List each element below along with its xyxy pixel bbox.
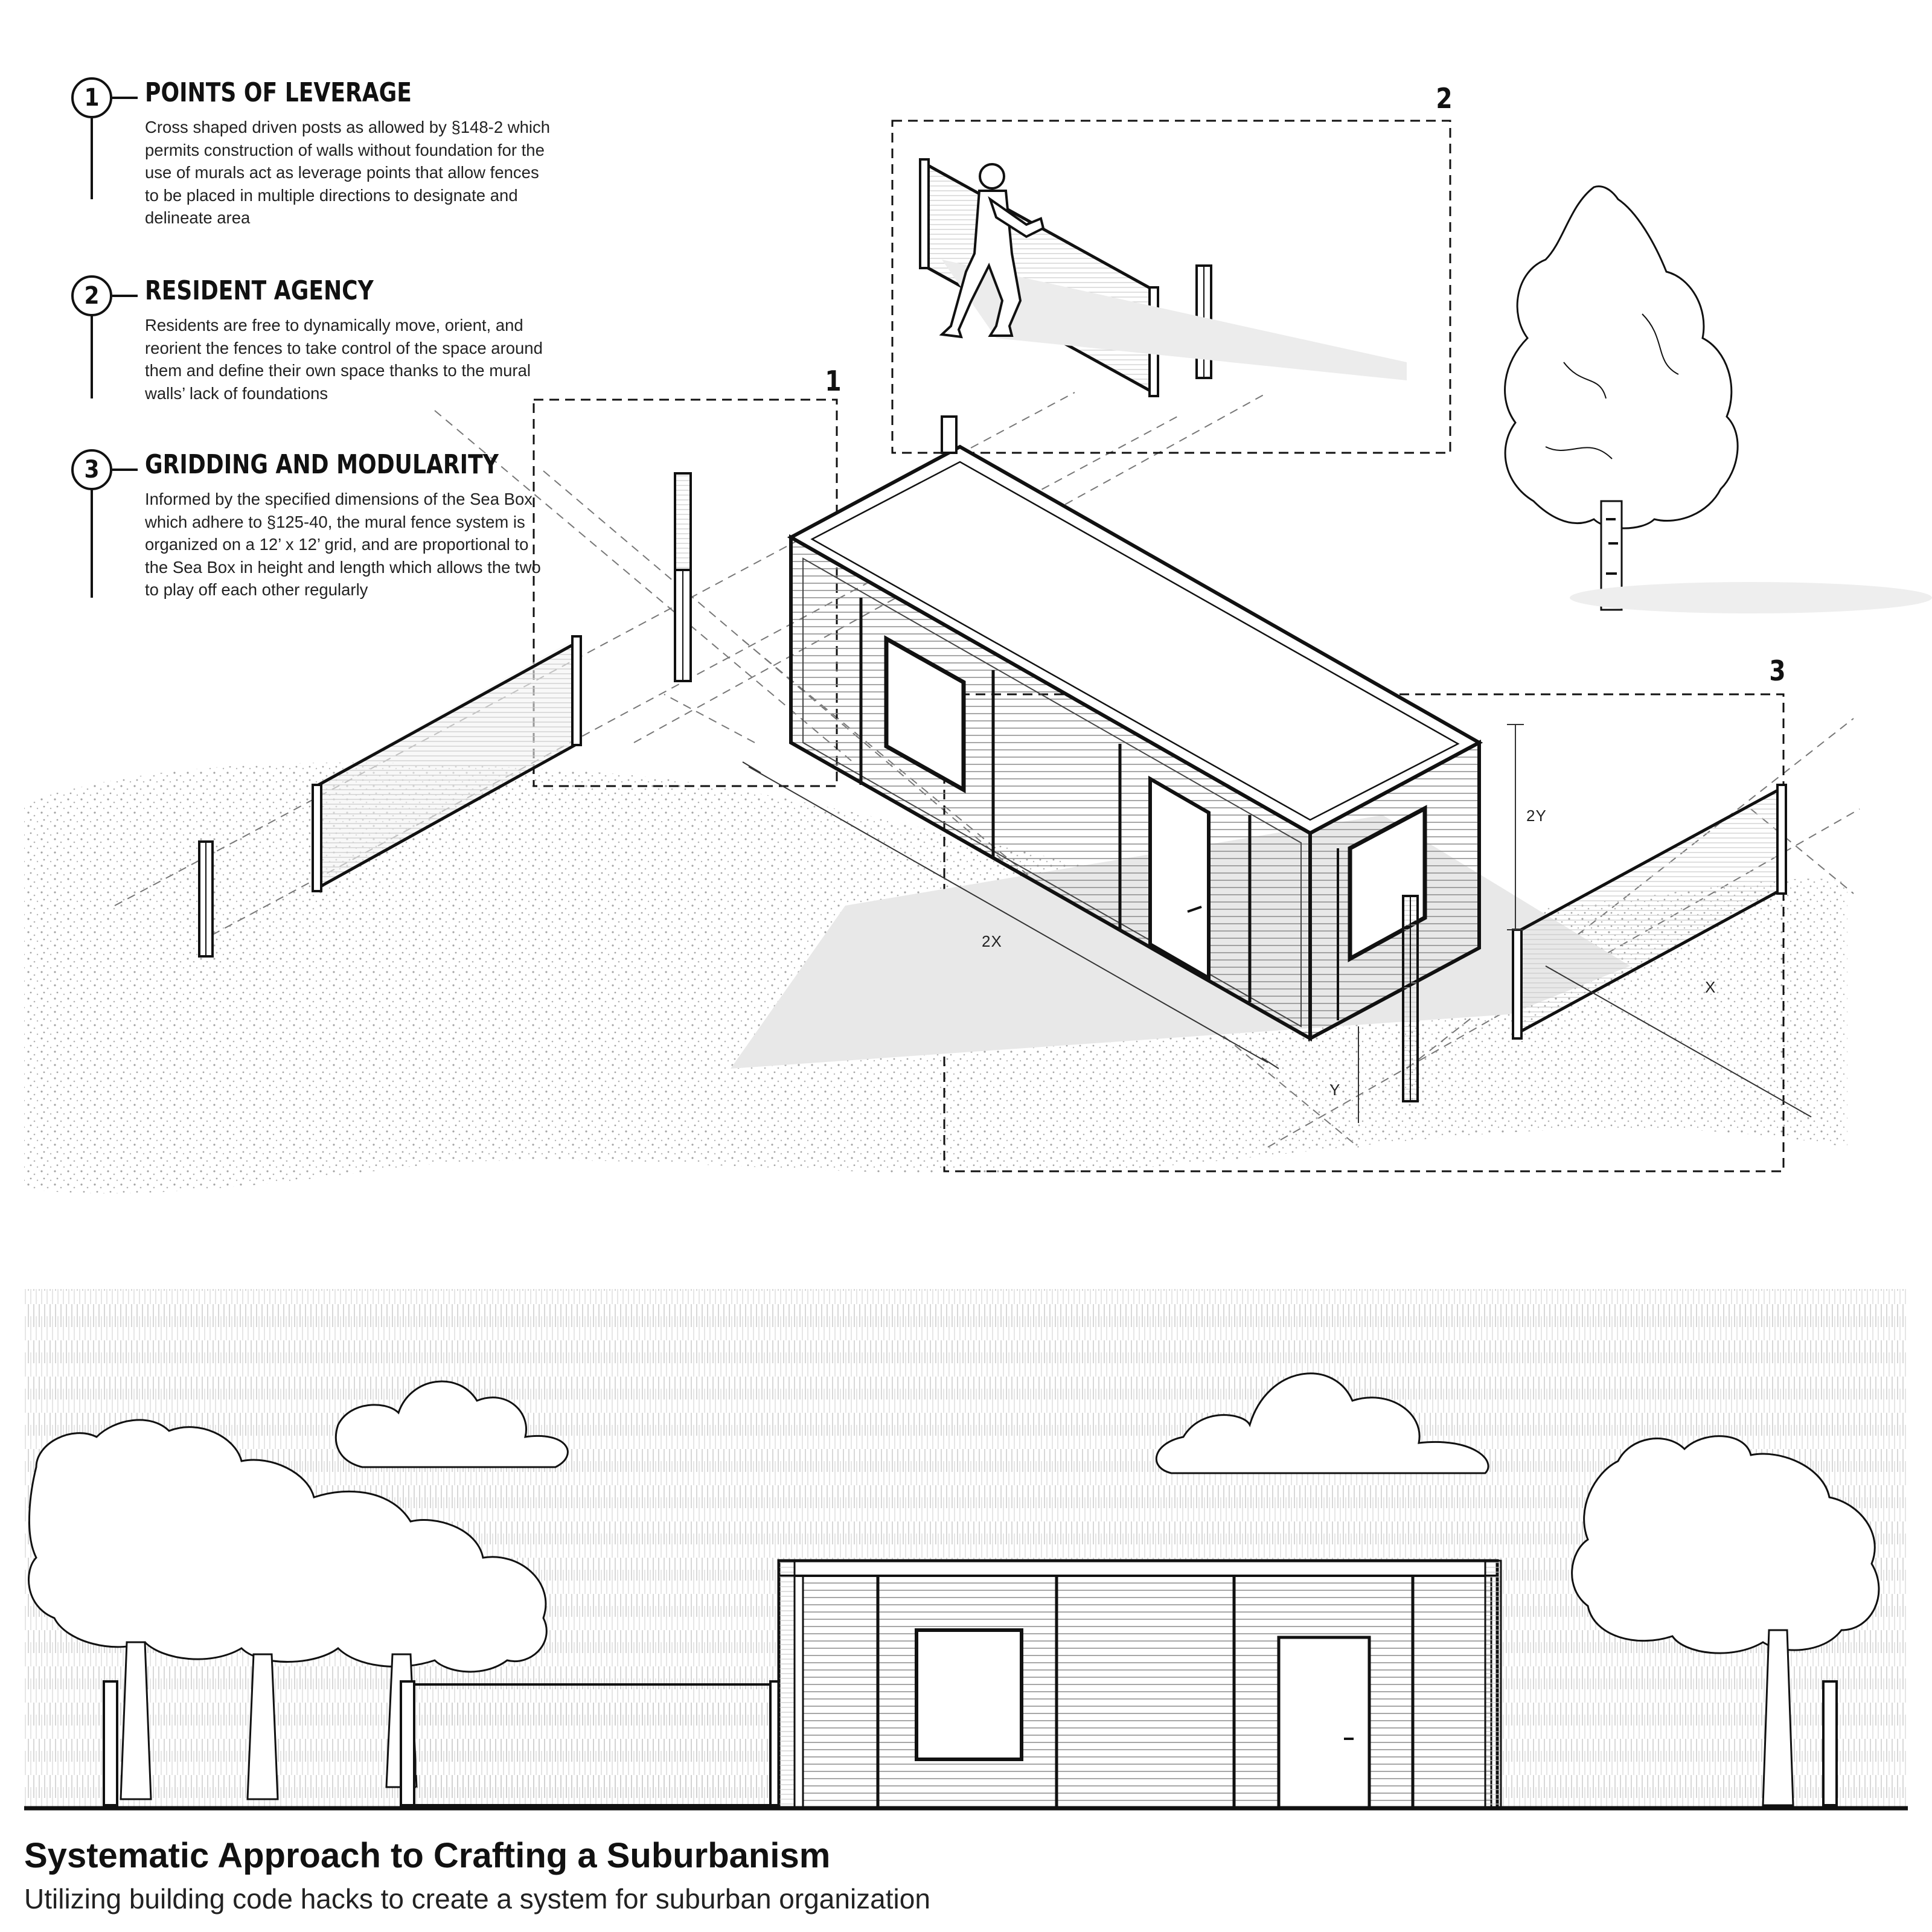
legend-body: Informed by the specified dimensions of the Sea Box which adhere to §125-40, the mural fence system is organized on a 12’ x 12’ grid, and are proportional to the Sea Box in height and length which allows the two to play off each other regularly	[145, 490, 541, 599]
post-callout-1-lower	[675, 570, 691, 681]
legend-number-badge: 2	[71, 275, 112, 316]
legend-title: POINTS OF LEVERAGE	[145, 77, 412, 108]
post-sea-box-top	[942, 417, 956, 453]
elevation-post-2	[401, 1681, 414, 1805]
dimension-label-2x: 2X	[982, 932, 1002, 950]
sea-box	[731, 447, 1630, 1069]
page-subtitle: Utilizing building code hacks to create a system for suburban organization	[24, 1883, 930, 1914]
post-callout-3	[1403, 896, 1418, 1101]
elevation-sea-box	[779, 1561, 1501, 1808]
legend-number-badge: 3	[71, 449, 112, 490]
legend-title: RESIDENT AGENCY	[145, 275, 374, 306]
dimension-label-y: Y	[1329, 1081, 1341, 1099]
birch-tree	[1505, 187, 1932, 613]
sea-box-door	[1150, 779, 1209, 978]
legend-connectors	[92, 98, 138, 598]
post-callout-1-upper	[675, 473, 691, 570]
page-title: Systematic Approach to Crafting a Suburbanism	[24, 1836, 831, 1875]
legend-body: Cross shaped driven posts as allowed by §148-2 which permits construction of walls without foundation for the use of murals act as leverage points that allow fences to be placed in multiple directions to designate and delineate area	[145, 118, 551, 227]
callout-label-1: 1	[825, 365, 842, 397]
elevation-post-4	[1823, 1681, 1837, 1805]
legend-body: Residents are free to dynamically move, orient, and reorient the fences to take control of the space around them and define their own space thanks to the mural walls’ lack of foundations	[145, 316, 543, 403]
callout-label-2: 2	[1436, 82, 1453, 115]
elevation-view	[24, 1289, 1908, 1808]
callout-label-3: 3	[1769, 654, 1786, 687]
legend-number-badge: 1	[71, 77, 112, 118]
elevation-door	[1279, 1637, 1369, 1808]
legend-title: GRIDDING AND MODULARITY	[145, 449, 499, 480]
elevation-window	[916, 1630, 1022, 1759]
elevation-post-1	[104, 1681, 117, 1805]
elevation-fence	[414, 1684, 770, 1805]
dimension-label-2y: 2Y	[1526, 807, 1547, 825]
post-left	[199, 842, 213, 956]
dimension-label-x: X	[1705, 978, 1716, 996]
